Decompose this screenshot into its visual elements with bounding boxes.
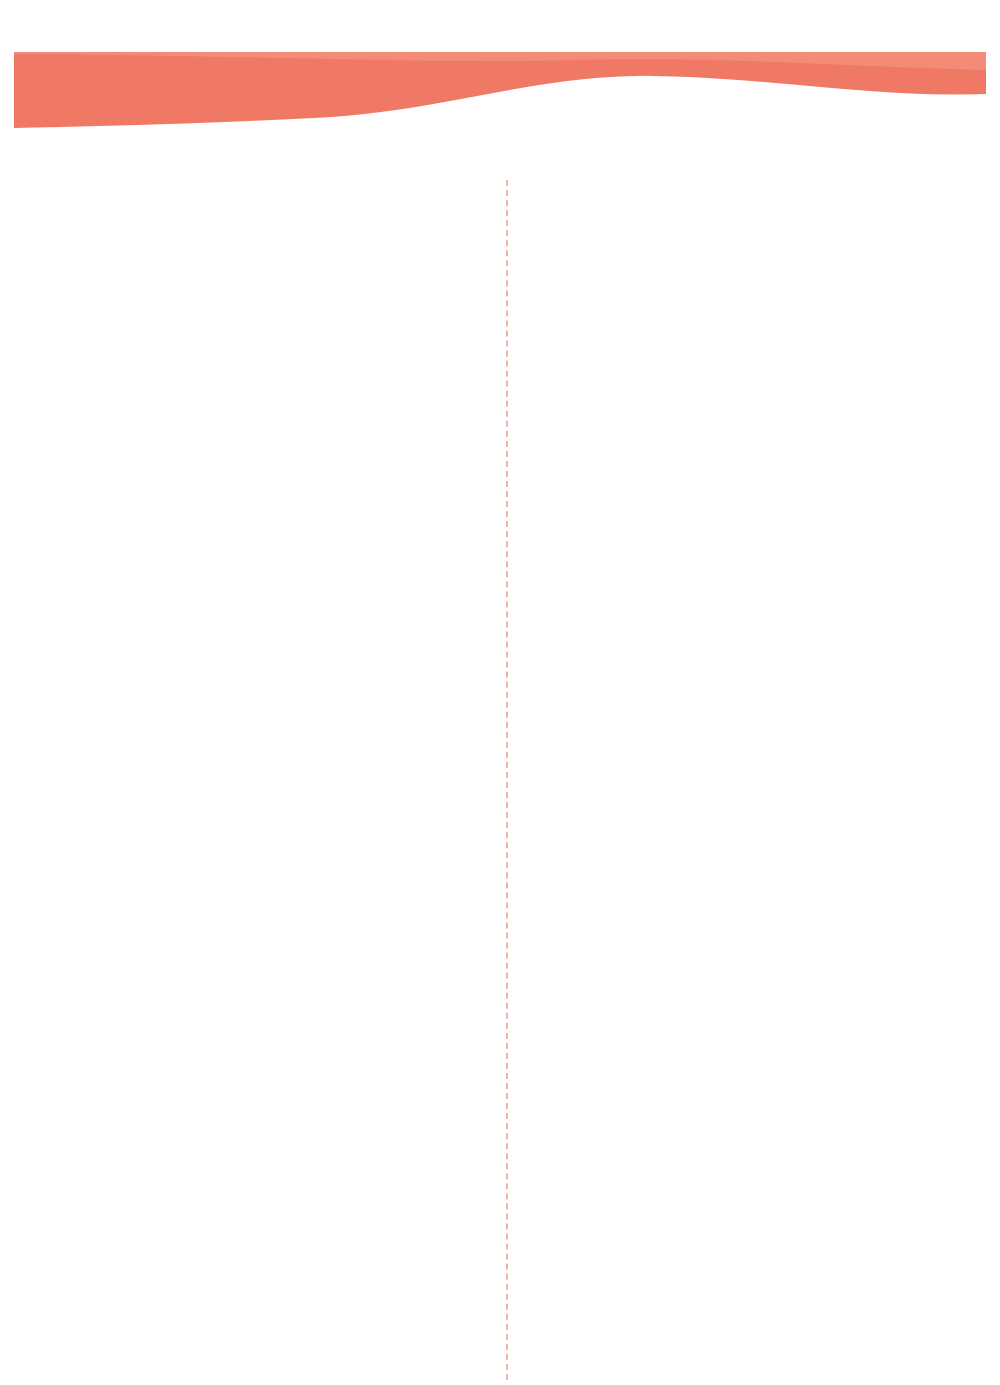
header-band (14, 52, 986, 132)
column-divider (506, 180, 508, 1380)
